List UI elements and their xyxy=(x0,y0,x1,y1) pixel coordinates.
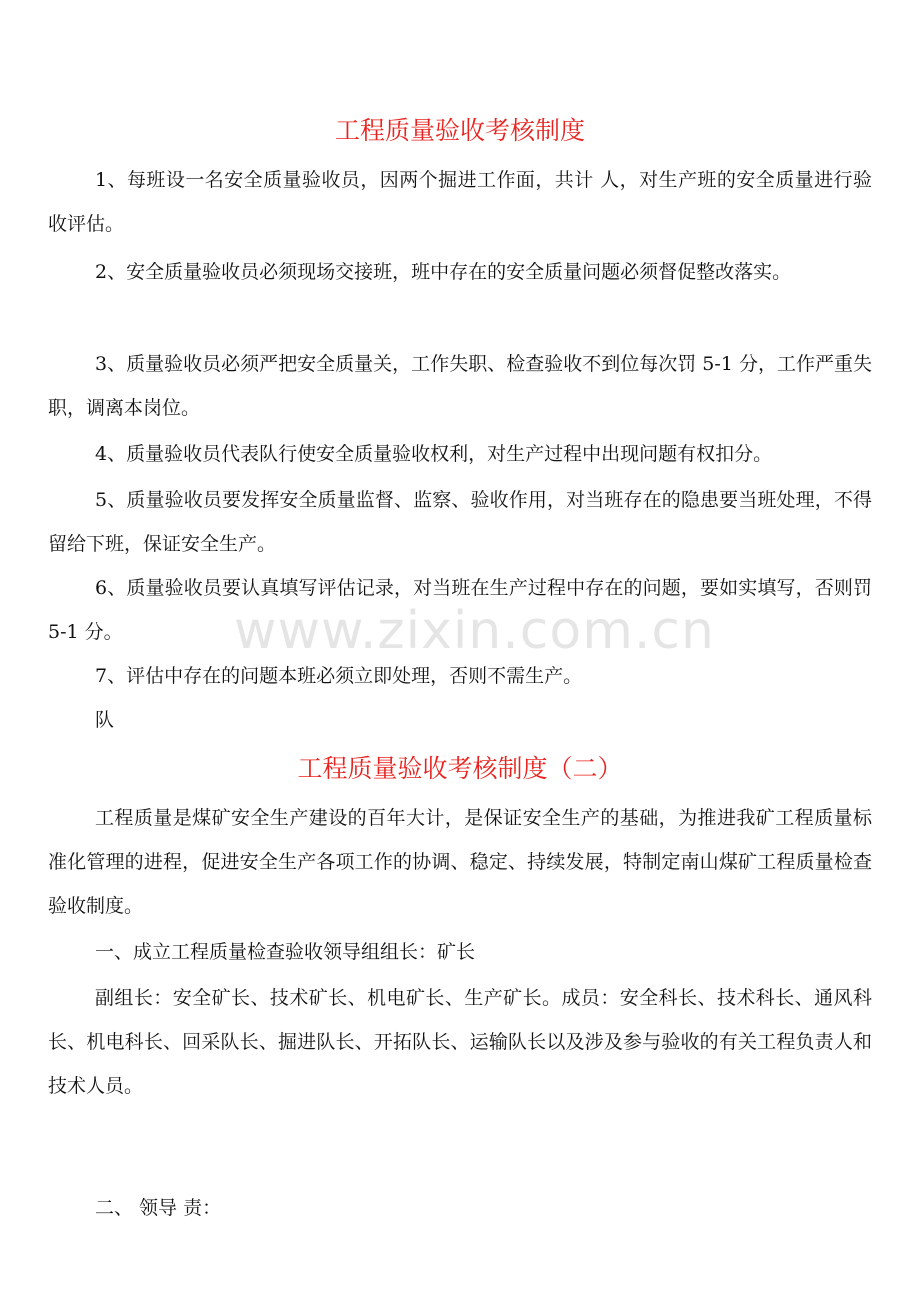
section1-item-4: 4、质量验收员代表队行使安全质量验收权利，对生产过程中出现问题有权扣分。 xyxy=(95,443,773,465)
watermark-text: www.zixin.com.cn xyxy=(234,601,715,661)
section1-item-6: 6、质量验收员要认真填写评估记录，对当班在生产过程中存在的问题，要如实填写，否则罚 5-1 分。 xyxy=(48,577,872,643)
section2-intro: 工程质量是煤矿安全生产建设的百年大计，是保证安全生产的基础，为推进我矿工程质量标准化管理的进程，促进安全生产各项工作的协调、稳定、持续发展，特制定南山煤矿工程质量检查验收制度。 xyxy=(48,807,872,917)
section1-item-7: 7、评估中存在的问题本班必须立即处理，否则不需生产。 xyxy=(95,665,583,687)
section1-item-1: 1、每班设一名安全质量验收员，因两个掘进工作面，共计 人，对生产班的安全质量进行验收评估。 xyxy=(48,169,872,235)
section2-item-1-detail: 副组长：安全矿长、技术矿长、机电矿长、生产矿长。成员：安全科长、技术科长、通风科长、机电科长、回采队长、掘进队长、开拓队长、运输队长以及涉及参与验收的有关工程负责人和技术人员。 xyxy=(48,987,872,1097)
section1-sign: 队 xyxy=(95,709,115,731)
section1-item-2: 2、安全质量验收员必须现场交接班，班中存在的安全质量问题必须督促整改落实。 xyxy=(95,261,792,283)
section2-title: 工程质量验收考核制度（二） xyxy=(297,754,623,783)
section1-item-5: 5、质量验收员要发挥安全质量监督、监察、验收作用，对当班存在的隐患要当班处理，不得留给下班，保证安全生产。 xyxy=(48,489,872,555)
section2-item-2: 二、 领导 责： xyxy=(95,1197,222,1219)
section1-item-3: 3、质量验收员必须严把安全质量关，工作失职、检查验收不到位每次罚 5-1 分，工作严重失职，调离本岗位。 xyxy=(48,353,872,419)
section1-title: 工程质量验收考核制度 xyxy=(334,116,585,145)
section2-item-1: 一、成立工程质量检查验收领导组组长：矿长 xyxy=(95,941,476,963)
